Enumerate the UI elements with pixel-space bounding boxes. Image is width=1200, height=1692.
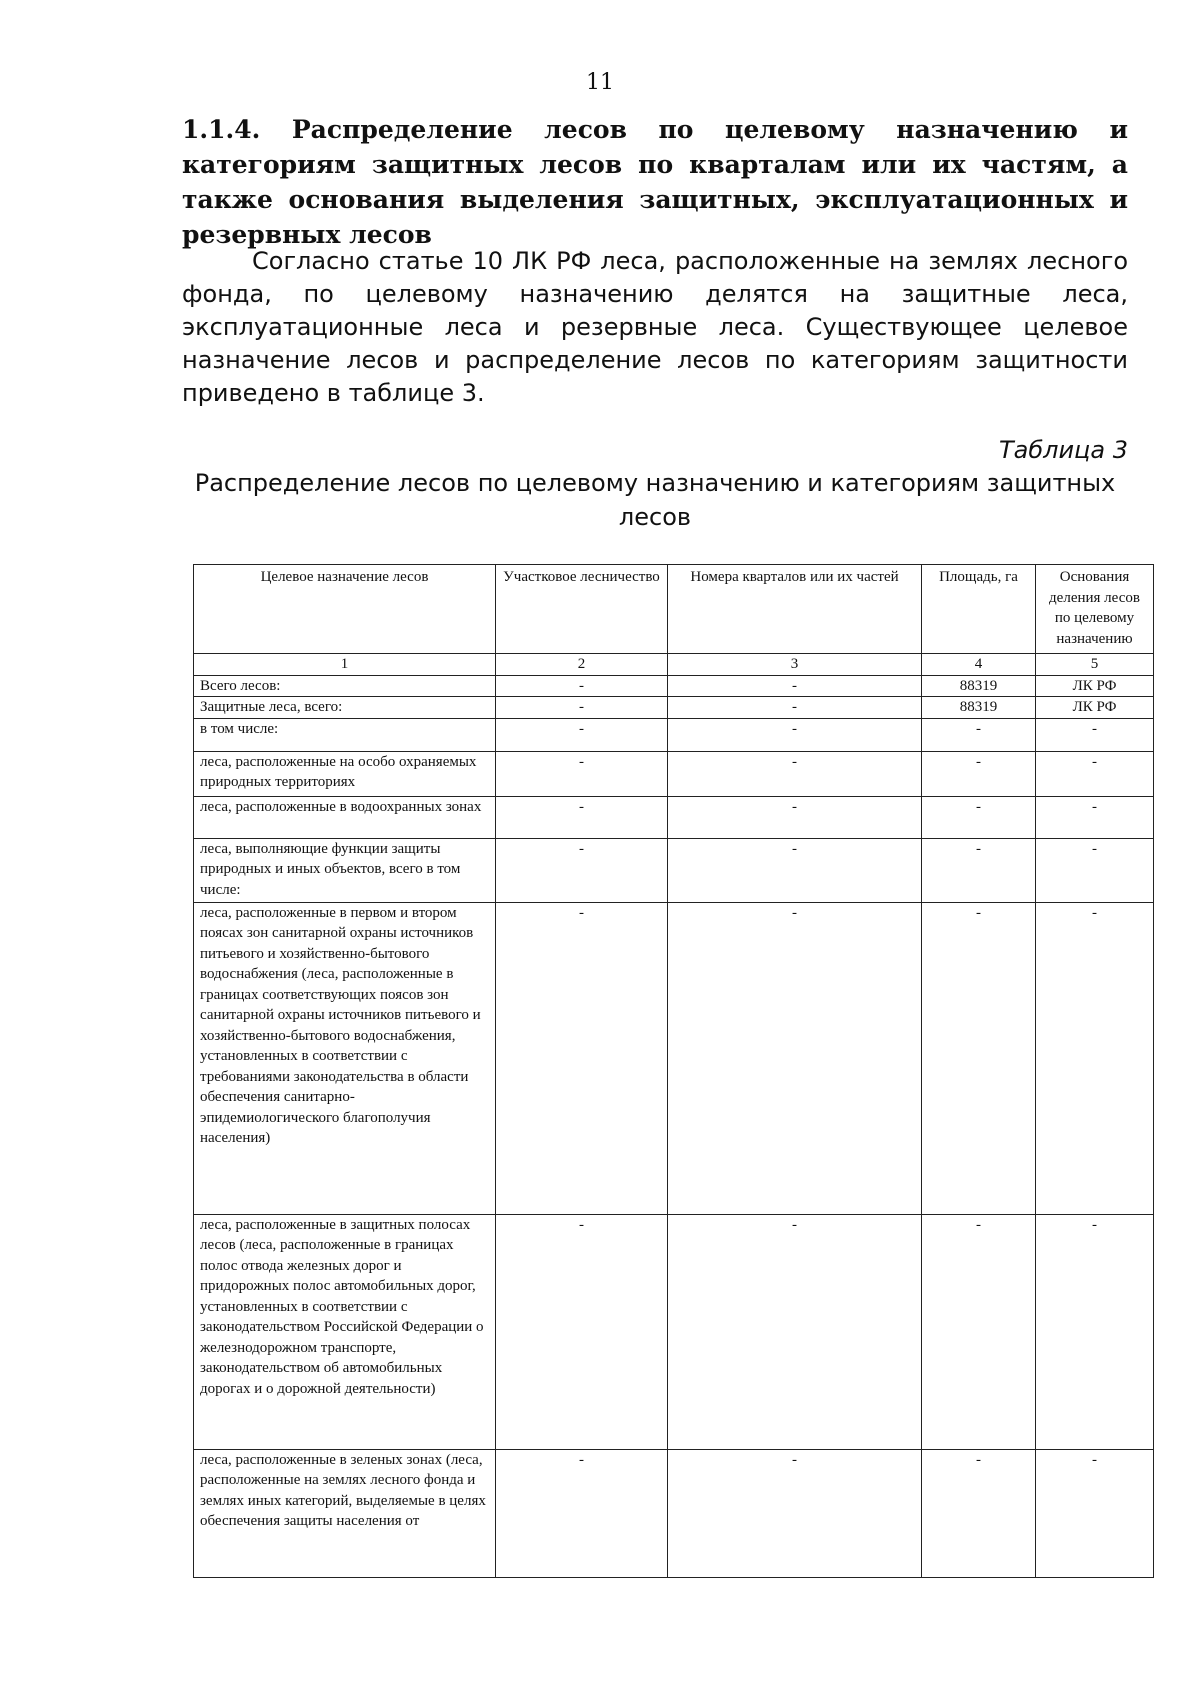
row-area: 88319 [922,697,1036,719]
row-area: - [922,1449,1036,1577]
row-basis: - [1036,1214,1154,1449]
row-basis: - [1036,796,1154,838]
row-basis: - [1036,838,1154,902]
column-number: 2 [496,654,668,676]
row-area: - [922,902,1036,1214]
row-forestry: - [496,1214,668,1449]
table-header-row [194,565,1154,654]
row-basis: ЛК РФ [1036,697,1154,719]
table-row [194,796,1154,838]
page-number: 11 [586,70,614,95]
row-purpose: леса, расположенные в защитных полосах лесов (леса, расположенные в границах полос отвода железных дорог и придорожных полос автомобильных дорог, установленных в соответствии с законодательством Российской Федерации о железнодорожном транспорте, законодательством об автомобильных дорогах и о дорожной деятельности) [194,1214,496,1449]
row-purpose: Всего лесов: [194,675,496,697]
row-quarters: - [668,1449,922,1577]
row-forestry: - [496,796,668,838]
row-quarters: - [668,1214,922,1449]
forest-distribution-table [193,564,1154,1578]
row-basis: ЛК РФ [1036,675,1154,697]
row-quarters: - [668,902,922,1214]
row-forestry: - [496,718,668,751]
row-purpose: леса, расположенные в зеленых зонах (леса, расположенные на землях лесного фонда и землях иных категорий, выделяемые в целях обеспечения защиты населения от [194,1449,496,1577]
header-quarters: Номера кварталов или их частей [668,565,922,654]
row-quarters: - [668,718,922,751]
column-number-row [194,654,1154,676]
row-purpose: леса, расположенные в водоохранных зонах [194,796,496,838]
row-area: - [922,718,1036,751]
row-quarters: - [668,675,922,697]
row-purpose: леса, выполняющие функции защиты природных и иных объектов, всего в том числе: [194,838,496,902]
table-row [194,718,1154,751]
header-forestry: Участковое лесничество [496,565,668,654]
row-basis: - [1036,902,1154,1214]
row-purpose: леса, расположенные в первом и втором поясах зон санитарной охраны источников питьевого и хозяйственно-бытового водоснабжения (леса, расположенные в границах соответствующих поясов зон санитарной охраны источников питьевого и хозяйственно-бытового водоснабжения, установленных в соответствии с требованиями законодательства в области обеспечения санитарно-эпидемиологического благополучия населения) [194,902,496,1214]
header-basis: Основания деления лесов по целевому назначению [1036,565,1154,654]
row-basis: - [1036,751,1154,796]
row-quarters: - [668,838,922,902]
row-purpose: леса, расположенные на особо охраняемых природных территориях [194,751,496,796]
row-area: - [922,1214,1036,1449]
table-title: Распределение лесов по целевому назначению и категориям защитных лесов [194,469,1116,531]
table-row [194,751,1154,796]
section-heading: 1.1.4. Распределение лесов по целевому назначению и категориям защитных лесов по кварталам или их частям, а также основания выделения защитных, эксплуатационных и резервных лесов [182,115,1128,249]
row-forestry: - [496,751,668,796]
column-number: 1 [194,654,496,676]
table-row [194,1449,1154,1577]
row-quarters: - [668,751,922,796]
row-area: - [922,751,1036,796]
row-area: - [922,838,1036,902]
table-row [194,902,1154,1214]
header-purpose: Целевое назначение лесов [194,565,496,654]
row-forestry: - [496,902,668,1214]
column-number: 5 [1036,654,1154,676]
row-basis: - [1036,718,1154,751]
row-quarters: - [668,796,922,838]
row-area: - [922,796,1036,838]
row-purpose: в том числе: [194,718,496,751]
table-row [194,1214,1154,1449]
column-number: 4 [922,654,1036,676]
row-area: 88319 [922,675,1036,697]
table-row [194,675,1154,697]
table-row [194,697,1154,719]
column-number: 3 [668,654,922,676]
row-quarters: - [668,697,922,719]
row-forestry: - [496,697,668,719]
row-forestry: - [496,1449,668,1577]
table-row [194,838,1154,902]
row-basis: - [1036,1449,1154,1577]
header-area: Площадь, га [922,565,1036,654]
row-forestry: - [496,838,668,902]
row-forestry: - [496,675,668,697]
body-paragraph: Согласно статье 10 ЛК РФ леса, расположенные на землях лесного фонда, по целевому назначению делятся на защитные леса, эксплуатационные леса и резервные леса. Существующее целевое назначение лесов и распределение лесов по категориям защитности приведено в таблице 3. [182,247,1128,407]
row-purpose: Защитные леса, всего: [194,697,496,719]
table-label: Таблица 3 [998,436,1128,464]
